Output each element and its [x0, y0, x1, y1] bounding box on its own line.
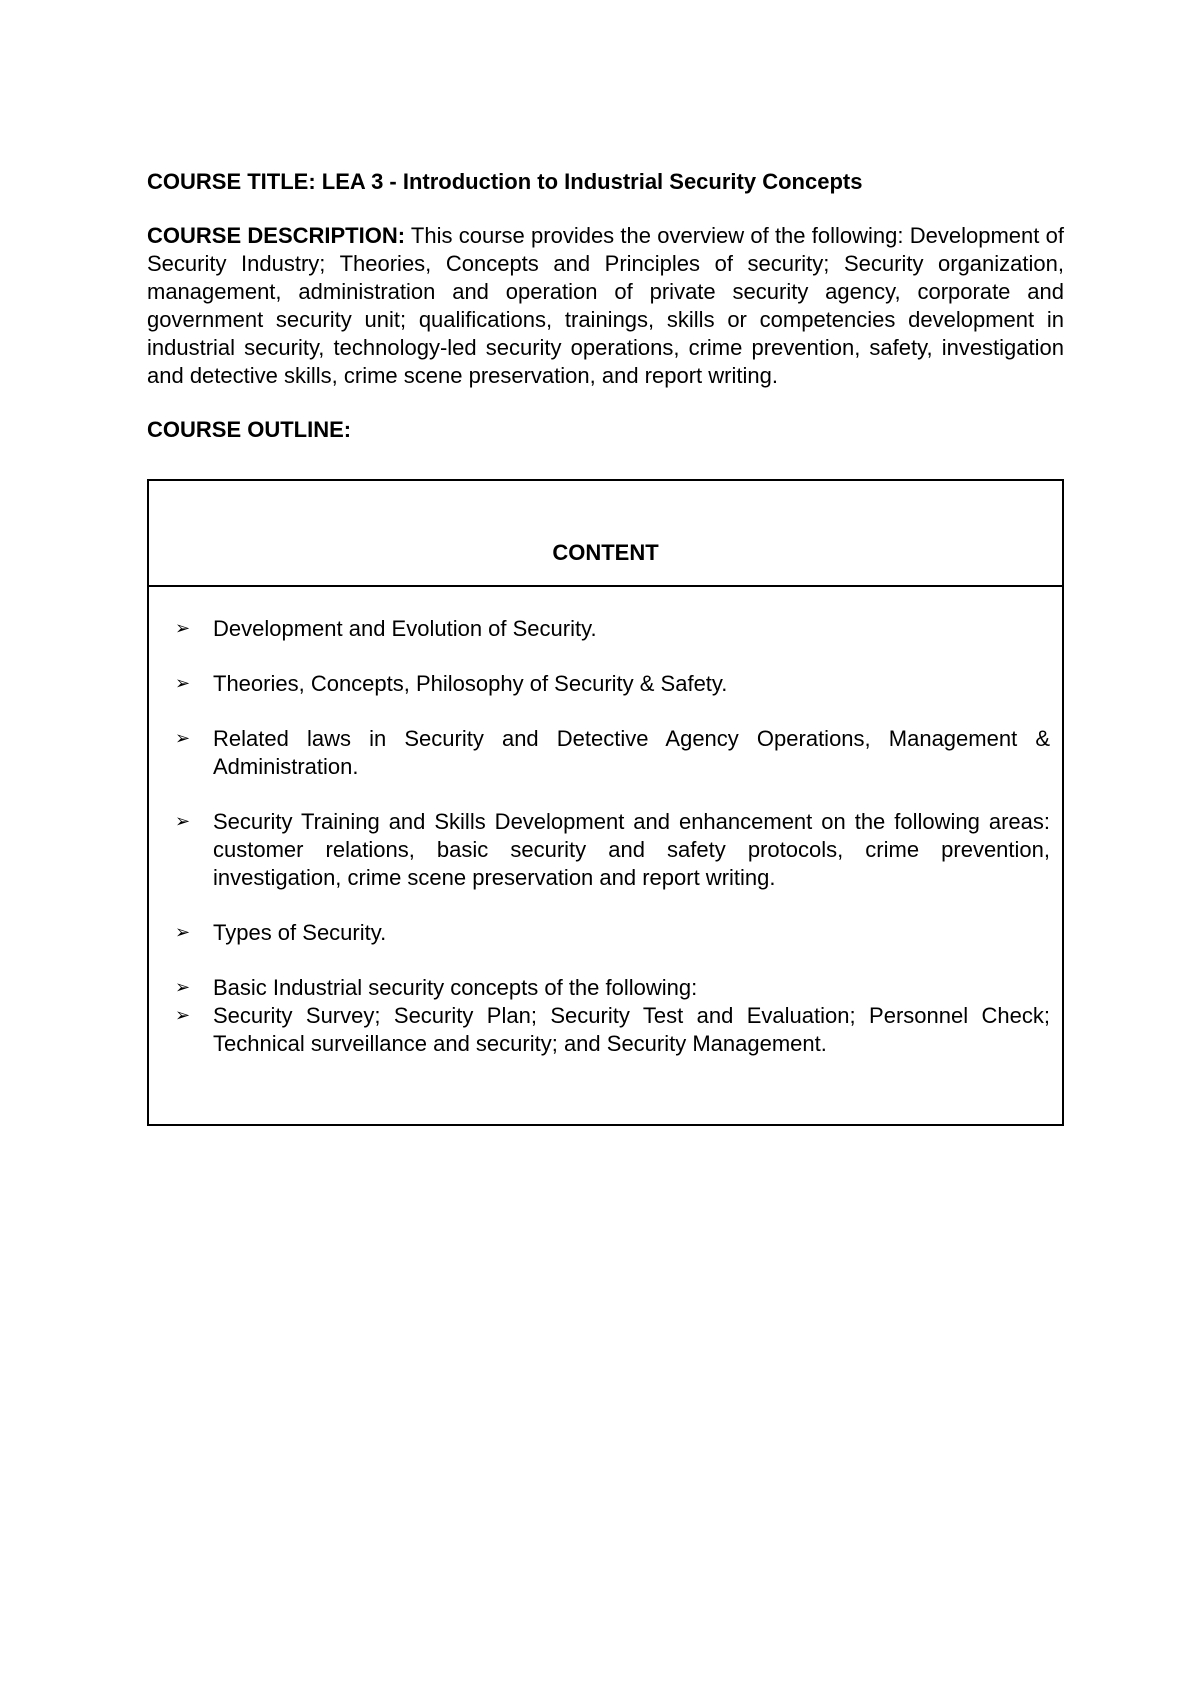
course-title: COURSE TITLE: LEA 3 - Introduction to Industrial Security Concepts [147, 169, 863, 194]
arrow-bullet-icon: ➢ [175, 811, 191, 832]
arrow-bullet-icon: ➢ [175, 618, 191, 639]
list-item [175, 670, 1050, 698]
list-item-text: Security Survey; Security Plan; Security Test and Evaluation; Personnel Check; Technical surveillance and security; and Security Management. [213, 1003, 1050, 1056]
course-outline-table [147, 479, 1064, 1126]
arrow-bullet-icon: ➢ [175, 673, 191, 694]
list-item [175, 974, 1050, 1002]
list-item-text: Security Training and Skills Development and enhancement on the following areas: customer relations, basic security and safety protocols, crime prevention, investigation, crime scene preservation and report writing. [213, 809, 1050, 890]
arrow-bullet-icon: ➢ [175, 977, 191, 998]
list-item-text: Types of Security. [213, 920, 387, 945]
list-item-text: Related laws in Security and Detective Agency Operations, Management & Administration. [213, 726, 1050, 779]
content-header-cell [149, 481, 1062, 587]
course-description-label: COURSE DESCRIPTION: [147, 223, 406, 248]
course-description [147, 222, 1064, 390]
arrow-bullet-icon: ➢ [175, 728, 191, 749]
content-header-label: CONTENT [552, 540, 659, 565]
list-item [175, 1002, 1050, 1058]
list-item [175, 615, 1050, 643]
list-item [175, 808, 1050, 892]
content-list [149, 587, 1062, 1058]
course-outline-heading: COURSE OUTLINE: [147, 417, 352, 442]
list-item [175, 725, 1050, 781]
list-item-text: Theories, Concepts, Philosophy of Security & Safety. [213, 671, 728, 696]
course-description-text: This course provides the overview of the following: Development of Security Industry; Theories, Concepts and Principles of security; Security organization, management, administration and operation of private security agency, corporate and government security unit; qualifications, trainings, skills or competencies development in industrial security, technology-led security operations, crime prevention, safety, investigation and detective skills, crime scene preservation, and report writing. [147, 223, 1064, 388]
list-item-text: Development and Evolution of Security. [213, 616, 597, 641]
arrow-bullet-icon: ➢ [175, 1005, 191, 1026]
list-item [175, 919, 1050, 947]
arrow-bullet-icon: ➢ [175, 922, 191, 943]
document-page [147, 168, 1064, 1056]
list-item-text: Basic Industrial security concepts of the following: [213, 975, 698, 1000]
